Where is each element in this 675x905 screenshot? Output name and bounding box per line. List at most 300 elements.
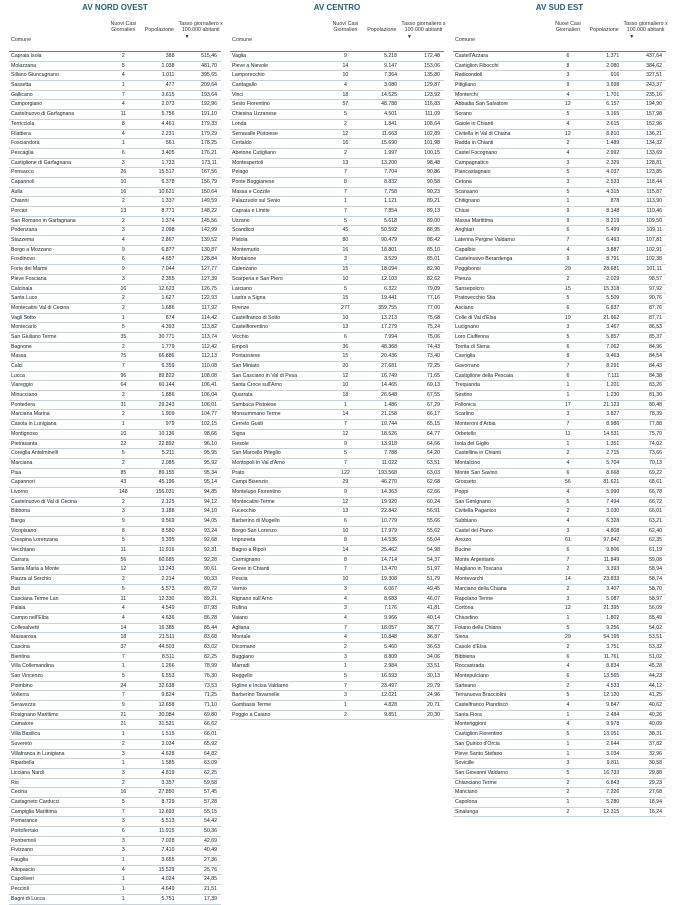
section-av-nord-ovest xyxy=(9,0,221,905)
cell-popolazione: 18.801 xyxy=(381,246,398,253)
cell-nuovi-casi: 2 xyxy=(566,789,570,796)
cell-nuovi-casi: 15 xyxy=(564,285,571,292)
table-row xyxy=(230,372,444,382)
table-row xyxy=(230,246,444,256)
table-row xyxy=(230,178,444,188)
cell-tasso: 178,25 xyxy=(201,140,217,147)
header-nuovi-casi[interactable]: Nuovi Casi Giornalieri xyxy=(110,21,137,33)
cell-nuovi-casi: 1 xyxy=(566,382,570,389)
cell-popolazione: 2.029 xyxy=(606,275,620,282)
cell-comune: Casola in Lunigiana xyxy=(11,421,57,428)
cell-tasso: 90,23 xyxy=(427,188,440,195)
cell-popolazione: 8.791 xyxy=(606,256,620,263)
table-row xyxy=(9,469,221,479)
cell-comune: Montemurlo xyxy=(232,246,260,253)
cell-nuovi-casi: 9 xyxy=(121,266,125,273)
cell-comune: Dicomano xyxy=(232,643,256,650)
cell-tasso: 173,11 xyxy=(201,159,217,166)
cell-tasso: 104,77 xyxy=(201,411,217,418)
cell-nuovi-casi: 16 xyxy=(120,789,127,796)
section-title: AV SUD EST xyxy=(535,3,584,12)
cell-comune: Sovicille xyxy=(455,760,475,767)
table-body xyxy=(230,52,444,720)
cell-nuovi-casi: 18 xyxy=(342,392,349,399)
cell-nuovi-casi: 4 xyxy=(121,866,125,873)
cell-nuovi-casi: 1 xyxy=(121,886,125,893)
table-row xyxy=(230,91,444,101)
cell-comune: Castelnuovo Berardenga xyxy=(455,256,513,263)
cell-tasso: 62,35 xyxy=(648,537,662,544)
cell-popolazione: 4.037 xyxy=(606,169,620,176)
header-comune[interactable]: Comune xyxy=(11,37,32,43)
cell-popolazione: 23.497 xyxy=(381,682,398,689)
header-tasso[interactable] xyxy=(401,14,446,40)
cell-comune: Marciana Marina xyxy=(11,411,50,418)
cell-nuovi-casi: 8 xyxy=(566,62,570,69)
cell-comune: Stazzema xyxy=(11,237,35,244)
cell-popolazione: 1.337 xyxy=(161,198,175,205)
table-row xyxy=(230,81,444,91)
header-tasso-label: Tasso giornaliero x 100.000 abitanti xyxy=(623,21,668,33)
cell-comune: Sansepolcro xyxy=(455,285,484,292)
table-row xyxy=(9,188,221,198)
cell-nuovi-casi: 10 xyxy=(342,72,349,79)
cell-tasso: 66,78 xyxy=(648,488,662,495)
cell-comune: Londa xyxy=(232,120,247,127)
cell-comune: Poggibonsi xyxy=(455,266,481,273)
table-row xyxy=(9,440,221,450)
cell-tasso: 84,43 xyxy=(648,363,662,369)
cell-comune: Montepulciano xyxy=(455,673,489,679)
cell-nuovi-casi: 4 xyxy=(121,101,125,108)
cell-nuovi-casi: 4 xyxy=(566,702,570,709)
cell-popolazione: 5.513 xyxy=(161,818,175,825)
cell-tasso: 30,13 xyxy=(427,673,440,679)
cell-comune: Livorno xyxy=(11,488,29,495)
cell-nuovi-casi: 3 xyxy=(121,159,125,166)
header-popolazione[interactable]: Popolazione xyxy=(144,27,174,33)
cell-popolazione: 2.329 xyxy=(606,159,620,166)
cell-comune: Magliano in Toscana xyxy=(455,566,503,573)
cell-popolazione: 48.368 xyxy=(381,343,398,350)
cell-tasso: 109,50 xyxy=(646,217,662,224)
cell-nuovi-casi: 5 xyxy=(343,111,347,118)
header-tasso-label: Tasso giornaliero x 100.000 abitanti xyxy=(401,21,446,33)
cell-popolazione: 2.992 xyxy=(606,149,620,156)
sort-descending-icon[interactable]: ▼ xyxy=(629,34,635,40)
table-row xyxy=(453,149,666,159)
cell-comune: Rio xyxy=(11,779,19,786)
cell-tasso: 63,21 xyxy=(648,518,662,524)
table-body xyxy=(453,52,666,817)
cell-popolazione: 9.569 xyxy=(161,518,175,524)
header-nuovi-casi[interactable]: Nuovi Casi Giornalieri xyxy=(332,21,359,33)
cell-comune: Trequanda xyxy=(455,382,480,389)
cell-nuovi-casi: 96 xyxy=(120,372,127,379)
cell-comune: Firenze xyxy=(232,304,250,311)
cell-comune: Pieve Santo Stefano xyxy=(455,750,503,757)
cell-comune: Chianciano Terme xyxy=(455,779,497,786)
cell-comune: San Romano in Garfagnana xyxy=(11,217,76,224)
table-row xyxy=(453,759,666,769)
cell-comune: Gavorrano xyxy=(455,363,480,369)
cell-tasso: 55,62 xyxy=(427,527,440,534)
cell-popolazione: 18.526 xyxy=(381,430,398,437)
cell-popolazione: 4.533 xyxy=(606,682,620,689)
cell-tasso: 64,82 xyxy=(203,750,217,757)
table-row xyxy=(9,304,221,314)
cell-popolazione: 21.158 xyxy=(381,411,398,418)
cell-tasso: 87,76 xyxy=(648,304,662,311)
sort-descending-icon[interactable]: ▼ xyxy=(184,34,190,40)
cell-popolazione: 5.704 xyxy=(606,459,620,466)
table-header xyxy=(453,14,666,52)
table-row xyxy=(9,255,221,265)
table-row xyxy=(453,430,666,440)
table-row xyxy=(230,614,444,624)
table-row xyxy=(453,488,666,498)
table-row xyxy=(230,440,444,450)
cell-tasso: 152,96 xyxy=(646,120,662,127)
sort-descending-icon[interactable]: ▼ xyxy=(407,34,412,40)
table-row xyxy=(453,565,666,575)
table-row xyxy=(9,779,221,789)
cell-nuovi-casi: 12 xyxy=(342,498,349,505)
header-popolazione[interactable]: Popolazione xyxy=(367,27,397,33)
cell-comune: Capolona xyxy=(455,798,478,805)
cell-tasso: 69,13 xyxy=(427,382,440,389)
cell-popolazione: 11.916 xyxy=(158,547,175,554)
cell-tasso: 98,57 xyxy=(648,275,662,282)
table-row xyxy=(9,701,221,711)
cell-tasso: 136,21 xyxy=(646,130,662,137)
cell-comune: Peccioli xyxy=(11,886,29,893)
cell-popolazione: 5.087 xyxy=(606,595,620,602)
cell-nuovi-casi: 9 xyxy=(343,53,347,59)
cell-comune: Altopascio xyxy=(11,866,35,873)
cell-popolazione: 28.681 xyxy=(603,266,620,273)
table-row xyxy=(453,159,666,169)
cell-nuovi-casi: 4 xyxy=(121,605,125,612)
cell-comune: Anghiari xyxy=(455,227,475,234)
cell-popolazione: 8.809 xyxy=(384,653,398,660)
cell-nuovi-casi: 2 xyxy=(566,808,570,815)
cell-comune: Pieve a Nievole xyxy=(232,62,269,69)
table-row xyxy=(230,130,444,140)
cell-nuovi-casi: 2 xyxy=(566,682,570,689)
cell-popolazione: 21.662 xyxy=(603,314,620,321)
cell-tasso: 156,79 xyxy=(201,178,217,185)
cell-tasso: 65,15 xyxy=(427,421,440,428)
cell-nuovi-casi: 5 xyxy=(566,333,570,340)
cell-comune: Serravalle Pistoiese xyxy=(232,130,278,137)
table-row xyxy=(9,81,221,91)
cell-tasso: 114,42 xyxy=(201,314,217,321)
cell-tasso: 20,71 xyxy=(427,702,440,709)
table-row xyxy=(453,459,666,469)
table-row xyxy=(9,585,221,595)
cell-nuovi-casi: 35 xyxy=(120,333,127,340)
cell-popolazione: 97.842 xyxy=(603,537,620,544)
cell-popolazione: 5.211 xyxy=(161,450,175,457)
cell-popolazione: 22.842 xyxy=(381,508,398,515)
cell-tasso: 74,43 xyxy=(427,343,440,350)
cell-popolazione: 50.592 xyxy=(381,227,398,234)
table-row xyxy=(453,604,666,614)
table-row xyxy=(453,798,666,808)
cell-comune: Monsummano Terme xyxy=(232,411,281,418)
cell-popolazione: 13.565 xyxy=(603,673,620,679)
cell-nuovi-casi: 2 xyxy=(121,498,125,505)
table-row xyxy=(230,207,444,217)
cell-comune: Colle di Val d'Elsa xyxy=(455,314,497,321)
cell-tasso: 384,62 xyxy=(646,62,662,69)
cell-tasso: 62,25 xyxy=(203,769,217,776)
cell-nuovi-casi: 5 xyxy=(566,769,570,776)
cell-comune: Larciano xyxy=(232,285,252,292)
cell-popolazione: 7.788 xyxy=(384,450,398,457)
table-row xyxy=(453,285,666,295)
header-nuovi-casi[interactable]: Nuovi Casi Giornalieri xyxy=(555,21,581,33)
cell-comune: Santa Luce xyxy=(11,295,38,302)
cell-popolazione: 8.683 xyxy=(384,595,398,602)
cell-comune: Arezzo xyxy=(455,537,472,544)
cell-popolazione: 1.627 xyxy=(161,295,175,302)
cell-tasso: 71,10 xyxy=(203,702,217,709)
cell-comune: Pisa xyxy=(11,469,22,476)
cell-popolazione: 979 xyxy=(165,421,175,428)
cell-nuovi-casi: 1 xyxy=(566,392,570,399)
cell-nuovi-casi: 1 xyxy=(566,711,570,718)
cell-nuovi-casi: 7 xyxy=(343,566,347,573)
cell-popolazione: 3.188 xyxy=(161,508,175,515)
table-row xyxy=(9,875,221,885)
cell-popolazione: 7.410 xyxy=(161,847,175,854)
cell-popolazione: 1.886 xyxy=(161,392,175,399)
cell-popolazione: 9.978 xyxy=(606,721,620,728)
cell-nuovi-casi: 1 xyxy=(121,140,125,147)
cell-popolazione: 8.729 xyxy=(161,798,175,805)
table-row xyxy=(453,352,666,362)
cell-nuovi-casi: 7 xyxy=(566,556,570,563)
cell-comune: San Marcello Piteglio xyxy=(232,450,281,457)
cell-comune: Monteroni d'Arbia xyxy=(455,421,496,428)
cell-comune: Vinci xyxy=(232,91,244,98)
cell-popolazione: 6.328 xyxy=(606,518,620,524)
table-row xyxy=(230,285,444,295)
cell-comune: Poppi xyxy=(455,488,469,495)
cell-tasso: 40,26 xyxy=(648,711,662,718)
table-row xyxy=(453,769,666,779)
cell-popolazione: 7.494 xyxy=(606,498,620,505)
cell-nuovi-casi: 14 xyxy=(564,576,571,583)
table-row xyxy=(9,420,221,430)
header-comune[interactable]: Comune xyxy=(455,37,476,43)
cell-tasso: 87,71 xyxy=(648,314,662,321)
cell-comune: Filattiera xyxy=(11,130,31,137)
table-row xyxy=(9,827,221,837)
table-row xyxy=(9,536,221,546)
cell-popolazione: 20.436 xyxy=(381,353,398,360)
cell-comune: Barga xyxy=(11,518,25,524)
cell-popolazione: 2.644 xyxy=(606,740,620,747)
cell-nuovi-casi: 2 xyxy=(566,140,570,147)
cell-tasso: 34,06 xyxy=(427,653,440,660)
cell-popolazione: 9.966 xyxy=(384,614,398,621)
cell-comune: Scansano xyxy=(455,188,479,195)
cell-nuovi-casi: 2 xyxy=(121,295,125,302)
cell-popolazione: 15.690 xyxy=(381,140,398,147)
cell-popolazione: 19.441 xyxy=(381,295,398,302)
cell-tasso: 62,40 xyxy=(648,527,662,534)
cell-comune: Pescia xyxy=(232,576,248,583)
table-row xyxy=(9,866,221,876)
table-row xyxy=(230,236,444,246)
cell-tasso: 88,95 xyxy=(427,227,440,234)
cell-tasso: 66,62 xyxy=(203,721,217,728)
cell-nuovi-casi: 6 xyxy=(566,653,570,660)
table-row xyxy=(453,633,666,643)
cell-popolazione: 13.470 xyxy=(381,566,398,573)
cell-nuovi-casi: 3 xyxy=(566,527,570,534)
cell-comune: Rignano sull'Arno xyxy=(232,595,273,602)
cell-tasso: 127,39 xyxy=(201,275,217,282)
cell-tasso: 96,10 xyxy=(203,440,217,447)
cell-tasso: 176,21 xyxy=(201,149,217,156)
cell-tasso: 30,58 xyxy=(648,760,662,767)
cell-popolazione: 30.771 xyxy=(158,333,175,340)
cell-tasso: 84,96 xyxy=(648,343,662,350)
cell-nuovi-casi: 15 xyxy=(342,353,349,360)
table-row xyxy=(9,149,221,159)
cell-comune: Ponte Buggianese xyxy=(232,178,275,185)
cell-nuovi-casi: 15 xyxy=(342,295,349,302)
cell-comune: Montale xyxy=(232,634,251,641)
cell-tasso: 66,17 xyxy=(427,411,440,418)
cell-popolazione: 27.681 xyxy=(381,363,398,369)
cell-tasso: 90,33 xyxy=(203,576,217,583)
cell-tasso: 36,63 xyxy=(427,643,440,650)
cell-tasso: 66,01 xyxy=(648,508,662,515)
cell-tasso: 82,90 xyxy=(427,266,440,273)
table-row xyxy=(453,100,666,110)
cell-comune: Montignoso xyxy=(11,430,38,437)
cell-popolazione: 14.525 xyxy=(381,91,398,98)
cell-popolazione: 2.214 xyxy=(161,576,175,583)
cell-comune: Massa e Cozzile xyxy=(232,188,271,195)
table-row xyxy=(453,410,666,420)
cell-nuovi-casi: 13 xyxy=(342,508,349,515)
cell-tasso: 107,81 xyxy=(646,237,662,244)
header-popolazione[interactable]: Popolazione xyxy=(589,27,619,33)
cell-nuovi-casi: 2 xyxy=(343,711,347,718)
cell-comune: Crespina Lorenzana xyxy=(11,537,58,544)
cell-popolazione: 9.851 xyxy=(384,711,398,718)
cell-nuovi-casi: 6 xyxy=(566,227,570,234)
cell-comune: Cecina xyxy=(11,789,28,796)
cell-popolazione: 12.693 xyxy=(158,808,175,815)
cell-tasso: 77,00 xyxy=(427,304,440,311)
table-row xyxy=(9,430,221,440)
table-row xyxy=(230,624,444,634)
cell-popolazione: 4.636 xyxy=(161,614,175,621)
cell-popolazione: 7.994 xyxy=(384,333,398,340)
cell-popolazione: 1.515 xyxy=(161,731,175,738)
cell-tasso: 92,68 xyxy=(203,537,217,544)
table-row xyxy=(453,226,666,236)
cell-comune: Fucecchio xyxy=(232,508,256,515)
cell-popolazione: 1.909 xyxy=(161,411,175,418)
cell-tasso: 235,16 xyxy=(646,91,662,98)
table-row xyxy=(9,52,221,62)
cell-comune: Montecarlo xyxy=(11,324,37,331)
header-comune[interactable]: Comune xyxy=(232,37,253,43)
cell-nuovi-casi: 14 xyxy=(342,547,349,554)
table-row xyxy=(453,207,666,217)
cell-popolazione: 14.536 xyxy=(381,537,398,544)
cell-popolazione: 21.123 xyxy=(603,401,620,408)
cell-popolazione: 1.486 xyxy=(384,401,398,408)
cell-comune: Capraia Isola xyxy=(11,53,42,59)
cell-nuovi-casi: 56 xyxy=(564,479,571,486)
section-title: AV NORD OVEST xyxy=(82,3,148,12)
table-row xyxy=(230,430,444,440)
cell-comune: Isola del Giglio xyxy=(455,440,490,447)
cell-popolazione: 15.318 xyxy=(603,285,620,292)
cell-popolazione: 12.120 xyxy=(603,692,620,699)
table-row xyxy=(230,662,444,672)
table-row xyxy=(230,139,444,149)
cell-popolazione: 7.044 xyxy=(161,266,175,273)
cell-nuovi-casi: 1 xyxy=(343,663,347,670)
cell-tasso: 515,46 xyxy=(201,53,217,59)
table-row xyxy=(230,294,444,304)
cell-tasso: 102,89 xyxy=(424,130,440,137)
cell-nuovi-casi: 13 xyxy=(120,208,127,214)
cell-comune: Sesto Fiorentino xyxy=(232,101,270,108)
cell-tasso: 85,01 xyxy=(427,256,440,263)
cell-comune: Massa Marittima xyxy=(455,217,494,224)
cell-tasso: 395,65 xyxy=(201,72,217,79)
cell-popolazione: 6.843 xyxy=(606,779,620,786)
cell-comune: Portoferraio xyxy=(11,828,39,834)
cell-comune: Cascina xyxy=(11,643,30,650)
cell-tasso: 106,41 xyxy=(201,382,217,389)
table-row xyxy=(9,120,221,130)
table-row xyxy=(453,469,666,479)
table-row xyxy=(453,517,666,527)
section-av-centro xyxy=(230,0,444,720)
cell-comune: Villa Basilica xyxy=(11,731,41,738)
cell-comune: Rosignano Marittimo xyxy=(11,711,59,718)
cell-tasso: 17,39 xyxy=(203,895,217,902)
table-row xyxy=(9,527,221,537)
cell-nuovi-casi: 37 xyxy=(120,643,127,650)
cell-popolazione: 6.877 xyxy=(161,246,175,253)
cell-nuovi-casi: 3 xyxy=(343,605,347,612)
cell-nuovi-casi: 16 xyxy=(342,140,349,147)
table-row xyxy=(9,740,221,750)
cell-nuovi-casi: 9 xyxy=(566,82,570,89)
cell-nuovi-casi: 3 xyxy=(121,508,125,515)
header-tasso[interactable] xyxy=(623,14,668,40)
cell-popolazione: 10.779 xyxy=(381,518,398,524)
header-tasso[interactable] xyxy=(178,14,223,40)
cell-tasso: 179,29 xyxy=(201,130,217,137)
cell-nuovi-casi: 2 xyxy=(121,198,125,205)
cell-nuovi-casi: 3 xyxy=(121,847,125,854)
cell-nuovi-casi: 24 xyxy=(120,682,127,689)
